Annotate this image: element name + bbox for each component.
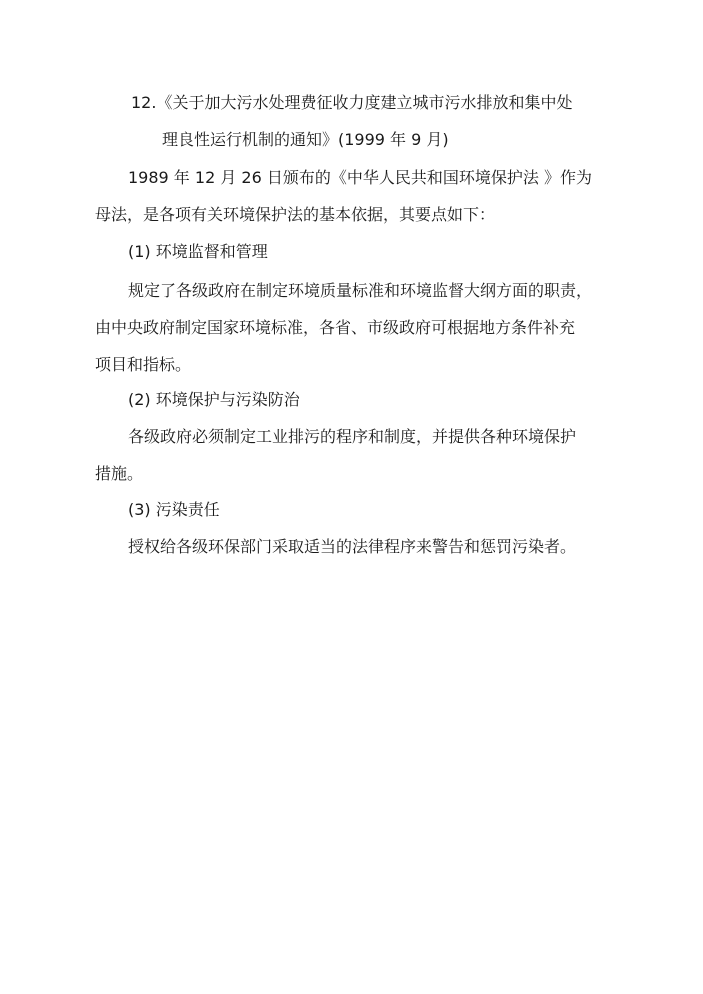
- paragraph-2-line-2: 措施。: [95, 464, 144, 483]
- paragraph-1-line-1: 规定了各级政府在制定环境质量标准和环境监督大纲方面的职责，: [128, 281, 593, 300]
- section-heading-line-2: 理良性运行机制的通知》(1999 年 9 月): [162, 130, 449, 149]
- paragraph-3-line-1: 授权给各级环保部门采取适当的法律程序来警告和惩罚污染者。: [128, 537, 577, 556]
- paragraph-2-line-1: 各级政府必须制定工业排污的程序和制度，并提供各种环境保护: [128, 427, 577, 446]
- subheading-3: (3) 污染责任: [128, 500, 220, 519]
- paragraph-1-line-3: 项目和指标。: [95, 355, 192, 374]
- paragraph-intro-line-1: 1989 年 12 月 26 日颁布的《中华人民共和国环境保护法 》作为: [128, 168, 592, 187]
- subheading-2: (2) 环境保护与污染防治: [128, 390, 300, 409]
- subheading-1: (1) 环境监督和管理: [128, 242, 268, 261]
- paragraph-1-line-2: 由中央政府制定国家环境标准，各省、市级政府可根据地方条件补充: [95, 318, 576, 337]
- section-heading-line-1: 12.《关于加大污水处理费征收力度建立城市污水排放和集中处: [131, 93, 573, 112]
- paragraph-intro-line-2: 母法，是各项有关环境保护法的基本依据，其要点如下：: [95, 205, 496, 224]
